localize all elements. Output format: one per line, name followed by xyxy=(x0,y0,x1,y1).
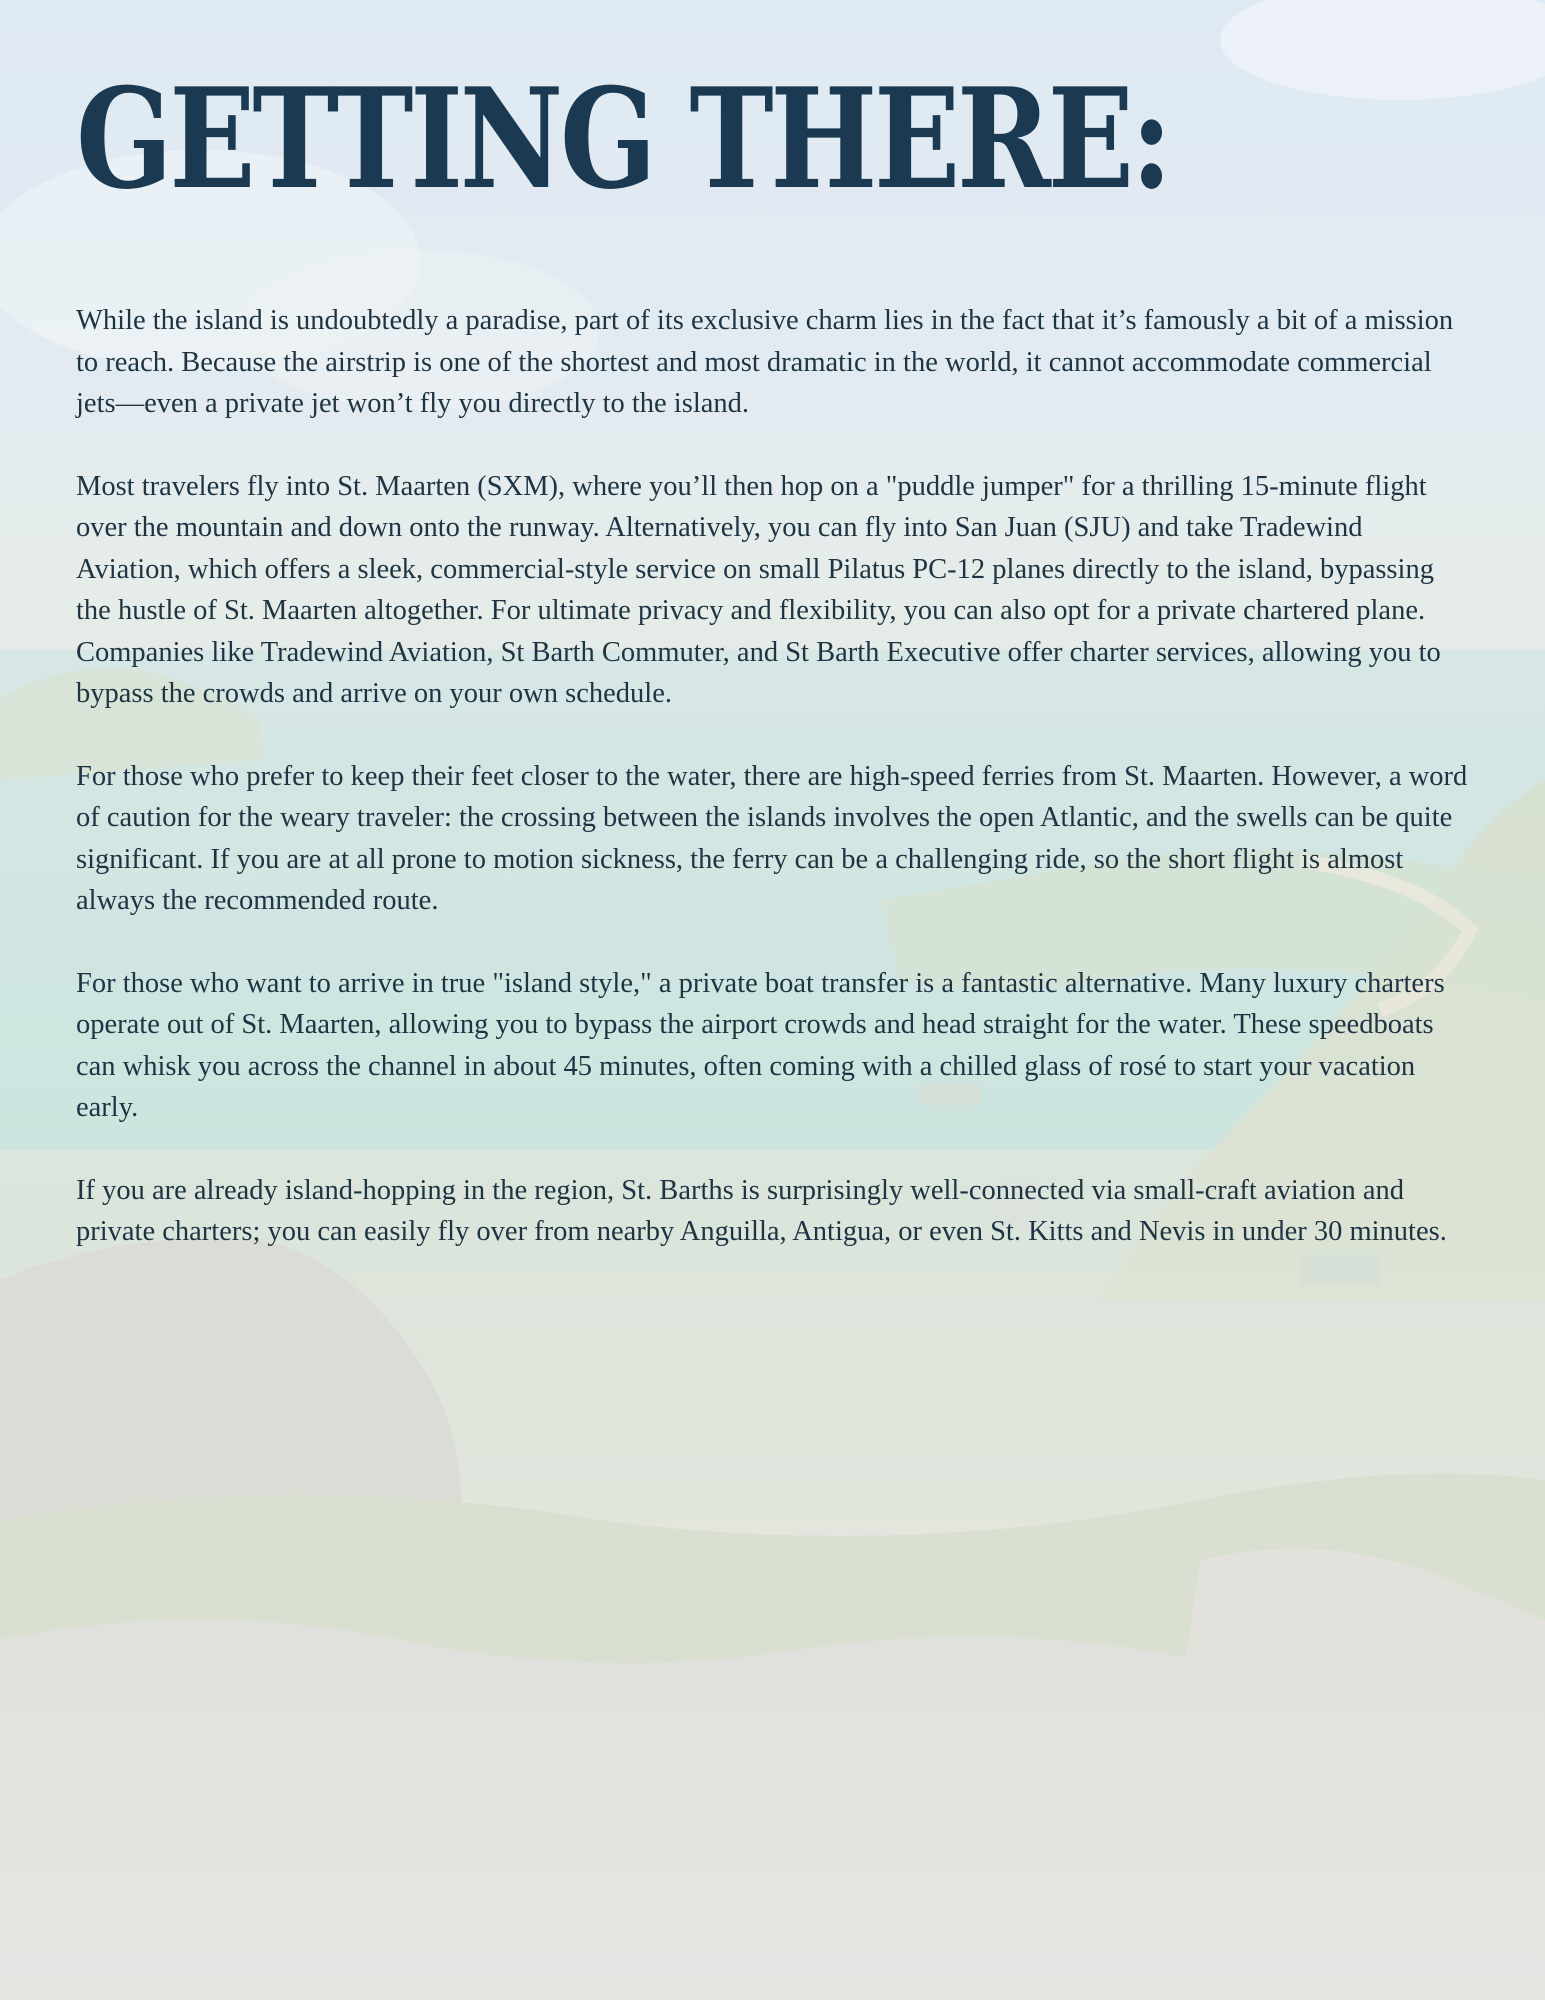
page-title: GETTING THERE: xyxy=(76,57,1170,220)
paragraph-island-hopping: If you are already island-hopping in the region, St. Barths is surprisingly well-connected via small-craft aviation and private charters; you can easily fly over from nearby Anguilla, Antigua, or even St. Kitts and Nevis in under 30 minutes. xyxy=(76,1174,1447,1247)
paragraph-flights: Most travelers fly into St. Maarten (SXM), where you’ll then hop on a "puddle jumper" for a thrilling 15-minute flight over the mountain and down onto the runway. Alternatively, you can fly into San Juan (SJU) and take Tradewind Aviation, which offers a sleek, commercial-style service on small Pilatus PC-12 planes directly to the island, bypassing the hustle of St. Maarten altogether. For ultimate privacy and flexibility, you can also opt for a private chartered plane. Companies like Tradewind Aviation, St Barth Commuter, and St Barth Executive offer charter services, allowing you to bypass the crowds and arrive on your own schedule. xyxy=(76,470,1441,709)
paragraph-ferries: For those who prefer to keep their feet closer to the water, there are high-speed ferries from St. Maarten. However, a word of caution for the weary traveler: the crossing between the islands involves the open Atlantic, and the swells can be quite significant. If you are at all prone to motion sickness, the ferry can be a challenging ride, so the short flight is almost always the recommended route. xyxy=(76,760,1468,916)
paragraph-intro: While the island is undoubtedly a paradise, part of its exclusive charm lies in the fact that it’s famously a bit of a mission to reach. Because the airstrip is one of the shortest and most dramatic in the world, it cannot accommodate commercial jets—even a private jet won’t fly you directly to the island. xyxy=(76,305,1454,419)
article-body xyxy=(76,300,1471,1253)
paragraph-boat-transfer: For those who want to arrive in true "island style," a private boat transfer is a fantastic alternative. Many luxury charters operate out of St. Maarten, allowing you to bypass the airport crowds and head straight for the water. These speedboats can whisk you across the channel in about 45 minutes, often coming with a chilled glass of rosé to start your vacation early. xyxy=(76,967,1445,1123)
article xyxy=(76,57,1471,1294)
